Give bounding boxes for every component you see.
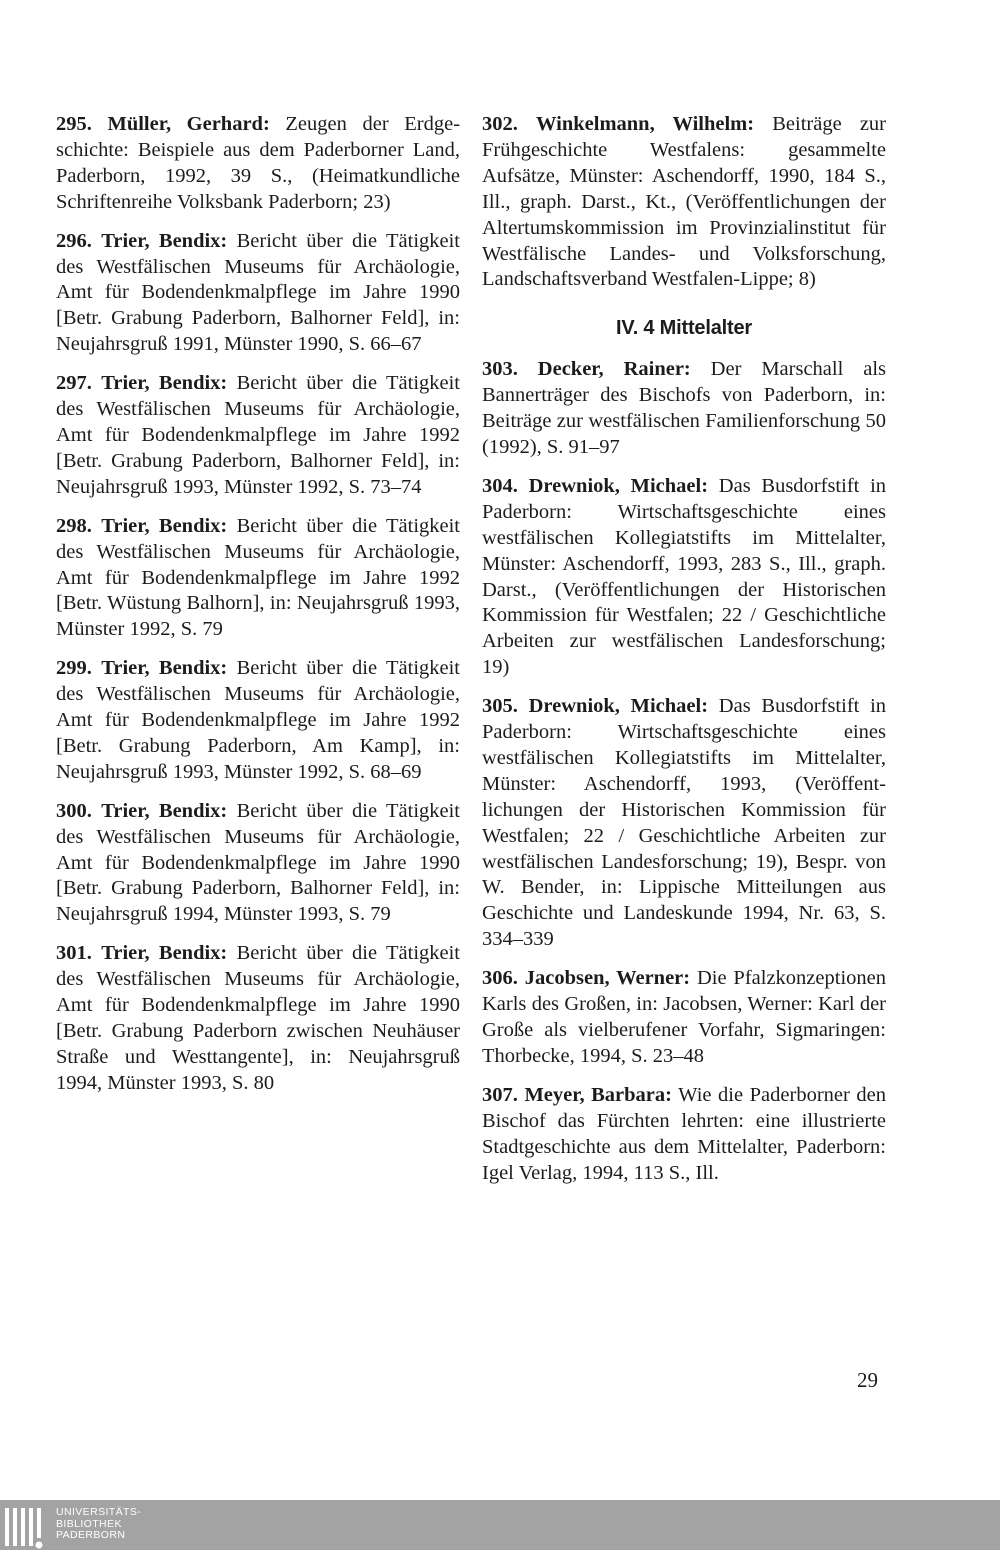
entry-author: Trier, Bendix:: [101, 799, 228, 822]
bibliography-entry: [56, 371, 460, 501]
bibliography-entry: [56, 514, 460, 644]
entry-author: Meyer, Barbara:: [524, 1083, 672, 1106]
entry-text: Zeugen der Erdgeschichte: Beispiele aus dem Paderborner Land, Paderborn, 1992, 39 S., (Heimatkundliche Schriftenreihe Volksbank Paderborn; 23): [56, 113, 461, 213]
bibliography-entry: [56, 656, 460, 786]
entry-text: Bericht über die Tätigkeit des Westfälischen Museums für Archäologie, Amt für Bodendenkmalpflege im Jahre 1992 [Betr. Grabung Paderborn, Am Kamp], in: Neujahrsgruß 1993, Münster 1992, S. 68–69: [56, 657, 461, 783]
entry-number: 299.: [56, 657, 92, 680]
entry-author: Trier, Bendix:: [101, 229, 228, 252]
entry-text: Bericht über die Tätigkeit des Westfälischen Museums für Archäologie, Amt für Bodendenkmalpflege im Jahre 1992 [Betr. Grabung Paderborn, Balhorner Feld], in: Neujahrsgruß 1993, Münster 1992, S. 73–74: [56, 372, 461, 498]
bibliography-entry: [482, 1083, 886, 1187]
bibliography-entry: [482, 357, 886, 461]
entry-author: Jacobsen, Werner:: [524, 967, 691, 990]
entry-text: Bericht über die Tätigkeit des Westfälischen Museums für Archäologie, Amt für Bodendenkmalpflege im Jahre 1992 [Betr. Wüstung Balhorn], in: Neujahrsgruß 1993, Münster 1992, S. 79: [56, 514, 461, 641]
library-name-line-1: UNIVERSITÄTS-: [56, 1506, 142, 1518]
entry-number: 296.: [56, 229, 92, 252]
entry-number: 303.: [482, 358, 518, 381]
entry-number: 297.: [56, 372, 92, 395]
entry-author: Trier, Bendix:: [101, 372, 228, 395]
right-column-bottom: [482, 357, 886, 1186]
page-number: 29: [857, 1368, 878, 1392]
entry-author: Decker, Rainer:: [537, 358, 691, 381]
entry-number: 304.: [482, 474, 518, 497]
bibliography-entry: [56, 229, 460, 359]
bibliography-entry: [482, 474, 886, 681]
entry-author: Drewniok, Michael:: [528, 695, 709, 718]
library-name-line-3: PADERBORN: [56, 1529, 126, 1541]
library-name: [56, 1507, 141, 1542]
right-column-top: [482, 112, 886, 293]
library-name-line-2: BIBLIOTHEK: [56, 1517, 122, 1530]
entry-author: Trier, Bendix:: [101, 942, 228, 965]
right-column: [482, 112, 886, 1199]
entry-author: Trier, Bendix:: [101, 514, 228, 537]
entry-number: 302.: [482, 113, 518, 135]
entry-number: 307.: [482, 1083, 518, 1106]
bibliography-entry: [482, 694, 886, 953]
entry-author: Drewniok, Michael:: [528, 474, 709, 497]
bibliography-entry: [56, 799, 460, 929]
entry-text: Bericht über die Tätigkeit des Westfälischen Museums für Archäologie, Amt für Bodendenkmalpflege im Jahre 1990 [Betr. Grabung Paderborn, Balhorner Feld], in: Neujahrsgruß 1991, Münster 1990, S. 66–67: [56, 229, 461, 356]
entry-author: Müller, Gerhard:: [107, 113, 270, 135]
entry-author: Trier, Bendix:: [101, 657, 228, 680]
entry-text: Der Marschall als Bannerträger des Bischofs von Paderborn, in: Beiträge zur westfälischen Familienforschung 50 (1992), S. 91–97: [482, 358, 886, 458]
entry-text: Das Busdorfstift in Paderborn: Wirtschaftsgeschichte eines westfälischen Kollegiatstifts im Mittelalter, Münster: Aschendorff, 1993, 283 S., Ill., graph. Darst., (Veröffentlichungen der Historischen Kommission für Westfalen; 22 / Geschichtliche Arbeiten zur westfälischen Landesforschung; 19): [482, 474, 887, 679]
entry-number: 305.: [482, 695, 518, 718]
entry-text: Bericht über die Tätigkeit des Westfälischen Museums für Archäologie, Amt für Bodendenkmalpflege im Jahre 1990 [Betr. Grabung Paderborn zwischen Neuhäuser Straße und Westtangente], in: Neujahrsgruß 1994, Münster 1993, S. 80: [56, 942, 461, 1094]
section-heading: IV. 4 Mittelalter: [616, 317, 752, 340]
entry-text: Beiträge zur Frühgeschichte Westfalens: gesammelte Aufsätze, Münster: Aschendorff, 1990, 184 S., Ill., graph. Darst., Kt., (Veröffentlichungen der Altertumskommission im Provinzialinstitut für Westfälische Landes- und Volksforschung, Landschaftsverband Westfalen-Lippe; 8): [482, 113, 886, 291]
entry-number: 295.: [56, 113, 92, 135]
bibliography-entry: [56, 941, 460, 1096]
bibliography-entry: [56, 112, 460, 216]
entry-text: Das Busdorfstift in Paderborn: Wirtschaftsgeschichte eines westfälischen Kollegiatstifts im Mittelalter, Münster: Aschendorff, 1993, (Veröffentlichungen der Historischen Kommission für Westfalen; 22 / Geschichtliche Arbeiten zur westfälischen Landesforschung; 19), Bespr. von W. Bender, in: Lippische Mitteilungen aus Geschichte und Landeskunde 1994, Nr. 63, S. 334–339: [482, 695, 887, 951]
entry-text: Wie die Paderborner den Bischof das Fürchten lehrten: eine illustrierte Stadtgeschichte aus dem Mittelalter, Paderborn: Igel Verlag, 1994, 113 S., Ill.: [482, 1083, 886, 1184]
entry-number: 298.: [56, 514, 92, 537]
entry-author: Winkelmann, Wilhelm:: [536, 113, 755, 135]
library-logo-icon: [4, 1506, 52, 1550]
entry-number: 306.: [482, 967, 518, 990]
left-column: [56, 112, 460, 1110]
bibliography-entry: [482, 112, 886, 293]
library-footer: [0, 1500, 1000, 1550]
bibliography-entry: [482, 966, 886, 1070]
entry-number: 301.: [56, 942, 92, 965]
entry-text: Bericht über die Tätigkeit des Westfälischen Museums für Archäologie, Amt für Bodendenkmalpflege im Jahre 1990 [Betr. Grabung Paderborn, Balhorner Feld], in: Neujahrsgruß 1994, Münster 1993, S. 79: [56, 799, 461, 926]
entry-text: Die Pfalzkonzeptionen Karls des Großen, in: Jacobsen, Werner: Karl der Große als vielberufener Vorfahr, Sigmaringen: Thorbecke, 1994, S. 23–48: [482, 967, 886, 1067]
entry-number: 300.: [56, 799, 92, 822]
